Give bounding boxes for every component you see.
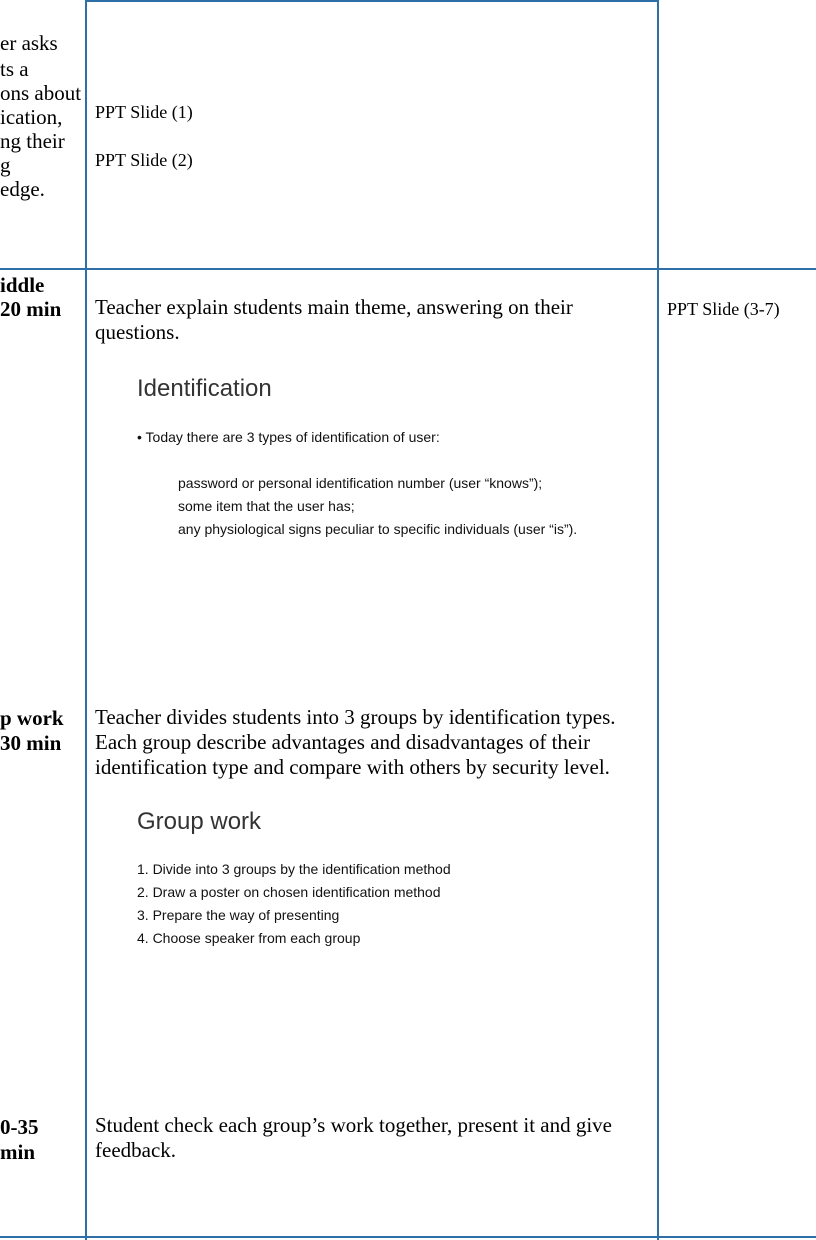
identification-slide-item: some item that the user has; bbox=[178, 498, 355, 514]
identification-slide-item: password or personal identification number (user “knows”); bbox=[178, 475, 543, 491]
middle-stage-label: iddle bbox=[0, 273, 45, 297]
intro-line: edge. bbox=[0, 177, 45, 201]
group-work-slide-item: 3. Prepare the way of presenting bbox=[137, 907, 340, 923]
intro-line: g bbox=[0, 153, 11, 177]
final-stage-description: Student check each group’s work together, present it and give feedback. bbox=[95, 1113, 613, 1162]
intro-line: ng their bbox=[0, 129, 65, 153]
intro-line: er asks bbox=[0, 31, 58, 55]
middle-stage-resource: PPT Slide (3-7) bbox=[667, 299, 780, 319]
top-border bbox=[85, 0, 659, 2]
group-work-slide-item: 2. Draw a poster on chosen identification method bbox=[137, 884, 441, 900]
intro-line: ication, bbox=[0, 105, 63, 129]
intro-line: ts a bbox=[0, 57, 29, 81]
group-stage-description: Teacher divides students into 3 groups by identification types. Each group describe advantages and disadvantages of their identification type and compare with others by security level. bbox=[95, 705, 616, 779]
intro-slide-reference: PPT Slide (2) bbox=[95, 150, 193, 170]
row-divider bbox=[0, 268, 816, 270]
identification-slide-title: Identification bbox=[137, 375, 272, 402]
final-stage-time: min bbox=[0, 1140, 36, 1164]
bottom-border bbox=[0, 1236, 816, 1238]
group-stage-label: p work bbox=[0, 706, 64, 730]
group-stage-time: 30 min bbox=[0, 731, 62, 755]
vertical-border-left bbox=[85, 0, 87, 1240]
group-work-slide-item: 1. Divide into 3 groups by the identification method bbox=[137, 861, 451, 877]
vertical-border-middle bbox=[657, 0, 659, 1240]
middle-stage-description: Teacher explain students main theme, answering on their questions. bbox=[95, 295, 573, 344]
final-stage-label: 0-35 bbox=[0, 1115, 39, 1139]
intro-slide-reference: PPT Slide (1) bbox=[95, 102, 193, 122]
middle-stage-time: 20 min bbox=[0, 297, 62, 321]
group-work-slide-title: Group work bbox=[137, 808, 262, 835]
group-work-slide-item: 4. Choose speaker from each group bbox=[137, 930, 361, 946]
identification-slide-item: any physiological signs peculiar to specific individuals (user “is”). bbox=[178, 521, 578, 537]
identification-slide-bullet: • Today there are 3 types of identification of user: bbox=[137, 429, 440, 445]
intro-line: ons about bbox=[0, 81, 82, 105]
